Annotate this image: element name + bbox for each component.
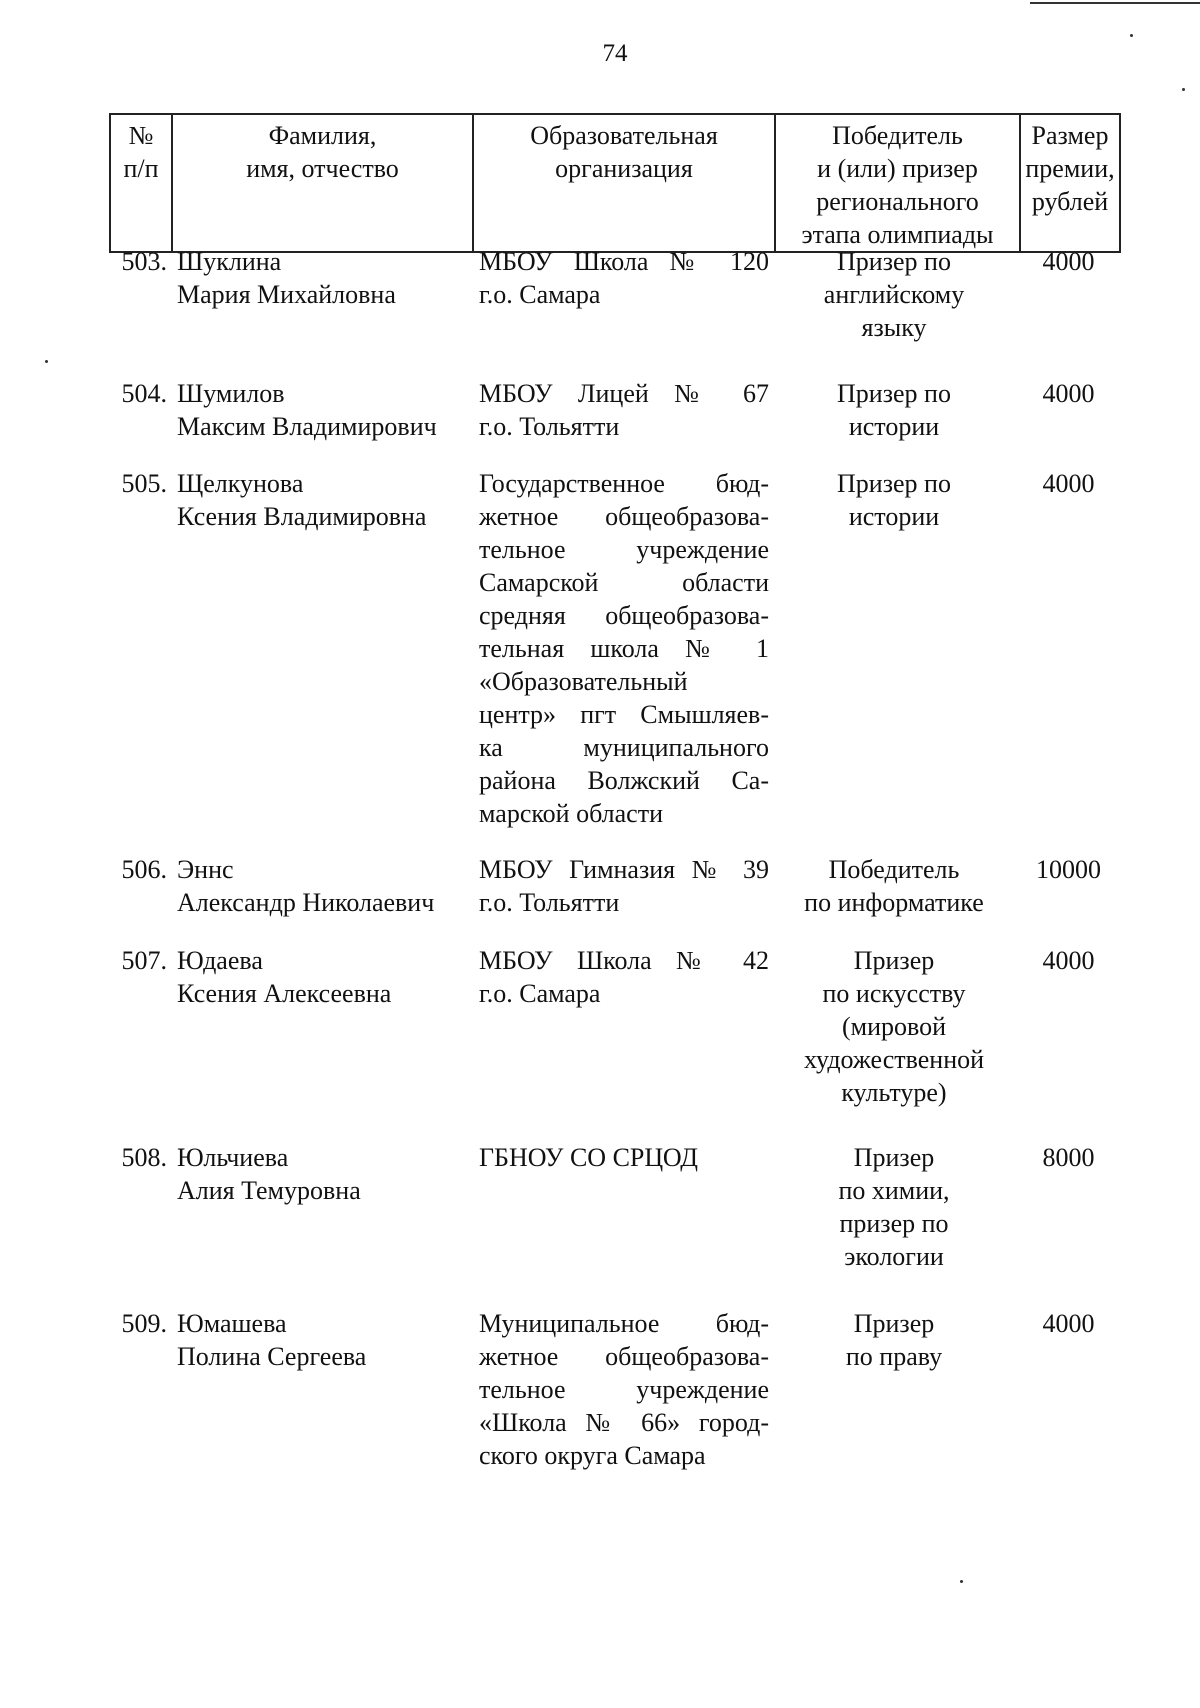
participant-name: Юльчиева Алия Темуровна: [177, 1143, 361, 1205]
row-number: 507.: [121, 946, 167, 975]
winner-status: Призер по английскому языку: [823, 247, 965, 342]
prize-amount: 4000: [1042, 469, 1095, 498]
scan-speck: [960, 1580, 963, 1583]
winner-status: Призер по истории: [837, 469, 951, 531]
organization: МБОУ Лицей № 67 г.о. Тольятти: [479, 379, 769, 441]
prize-amount: 8000: [1042, 1143, 1095, 1172]
header-number: № п/п: [110, 114, 172, 252]
prize-amount: 10000: [1036, 855, 1101, 884]
row-number: 504.: [121, 379, 167, 408]
winner-status: Призер по праву: [845, 1309, 943, 1371]
row-number: 508.: [121, 1143, 167, 1172]
row-number: 506.: [121, 855, 167, 884]
organization: МБОУ Школа № 120 г.о. Самара: [479, 247, 769, 309]
scan-speck: [1182, 88, 1185, 91]
organization: МБОУ Школа № 42 г.о. Самара: [479, 946, 769, 1008]
top-rule: [1030, 2, 1200, 4]
participant-name: Эннс Александр Николаевич: [177, 855, 435, 917]
winner-status: Призер по искусству (мировой художественной культуре): [803, 946, 985, 1107]
prize-amount: 4000: [1042, 247, 1095, 276]
prize-amount: 4000: [1042, 946, 1095, 975]
participant-name: Юмашева Полина Сергеева: [177, 1309, 367, 1371]
header-prize-amount: Размер премии, рублей: [1020, 114, 1120, 252]
row-number: 509.: [121, 1309, 167, 1338]
page-number: 74: [602, 40, 628, 67]
organization: Муниципальное бюд- жетное общеобразова- тельное учреждение «Школа № 66» город- ского округа Самара: [479, 1309, 769, 1470]
header-full-name: Фамилия, имя, отчество: [172, 114, 473, 252]
winner-status: Призер по истории: [837, 379, 951, 441]
participant-name: Шуклина Мария Михайловна: [177, 247, 396, 309]
organization: ГБНОУ СО СРЦОД: [479, 1143, 699, 1172]
winner-status: Призер по химии, призер по экологии: [838, 1143, 950, 1271]
row-number: 503.: [121, 247, 167, 276]
prize-amount: 4000: [1042, 1309, 1095, 1338]
participant-name: Шумилов Максим Владимирович: [177, 379, 437, 441]
scan-speck: [45, 360, 48, 363]
header-winner-status: Победитель и (или) призер регионального этапа олимпиады: [775, 114, 1020, 252]
participant-name: Щелкунова Ксения Владимировна: [177, 469, 427, 531]
table-header: [109, 113, 1121, 253]
scan-speck: [1130, 34, 1133, 37]
organization: МБОУ Гимназия № 39 г.о. Тольятти: [479, 855, 769, 917]
header-organization: Образовательная организация: [473, 114, 775, 252]
participant-name: Юдаева Ксения Алексеевна: [177, 946, 392, 1008]
row-number: 505.: [121, 469, 167, 498]
winner-status: Победитель по информатике: [804, 855, 984, 917]
organization: Государственное бюд- жетное общеобразова- тельное учреждение Самарской области средняя общеобразова- тельная школа № 1 «Образовательный центр» пгт Смышляев- ка муниципального района Волжский Са- марской области: [479, 469, 769, 828]
prize-amount: 4000: [1042, 379, 1095, 408]
